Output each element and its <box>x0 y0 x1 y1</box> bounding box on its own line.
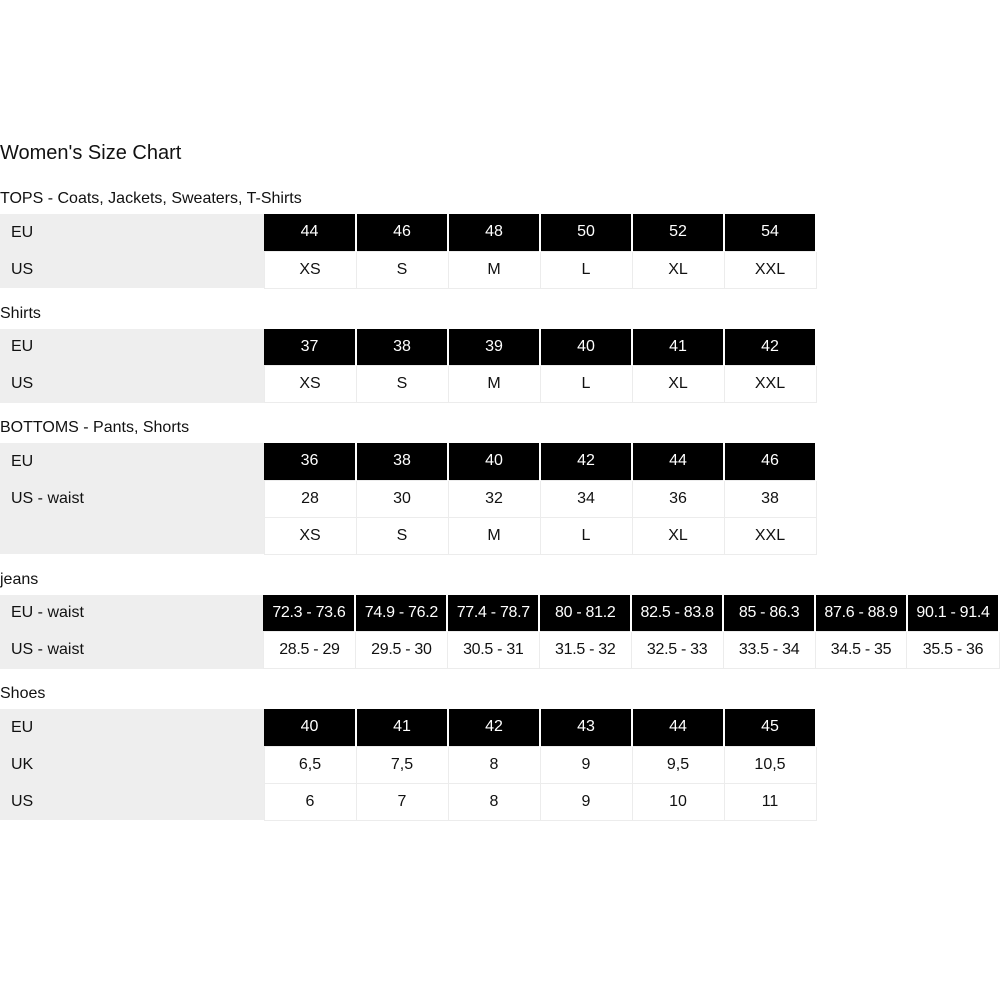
table-cell: 30.5 - 31 <box>447 632 539 669</box>
size-section <box>0 413 1000 555</box>
table-cell: L <box>540 251 632 288</box>
table-cell: M <box>448 517 540 554</box>
table-cell: XS <box>264 251 356 288</box>
table-row <box>0 517 816 554</box>
row-label: EU - waist <box>0 595 263 632</box>
section-title: TOPS - Coats, Jackets, Sweaters, T-Shirts <box>0 190 302 207</box>
header-cell: 52 <box>632 214 724 251</box>
size-section <box>0 679 1000 821</box>
table-cell: 10 <box>632 783 724 820</box>
size-table <box>0 214 817 289</box>
section-title: Shoes <box>0 685 46 702</box>
row-label <box>0 517 264 554</box>
header-cell: 72.3 - 73.6 <box>263 595 355 632</box>
table-cell: 33.5 - 34 <box>723 632 815 669</box>
table-cell: S <box>356 251 448 288</box>
table-cell: 30 <box>356 480 448 517</box>
header-cell: 39 <box>448 329 540 366</box>
header-cell: 74.9 - 76.2 <box>355 595 447 632</box>
table-cell: 11 <box>724 783 816 820</box>
table-cell: S <box>356 366 448 403</box>
table-header-row <box>0 709 816 746</box>
table-row <box>0 746 816 783</box>
header-cell: 46 <box>724 443 816 480</box>
table-row <box>0 632 999 669</box>
table-cell: 8 <box>448 746 540 783</box>
header-cell: 42 <box>724 329 816 366</box>
table-cell: 32 <box>448 480 540 517</box>
row-label: US <box>0 783 264 820</box>
table-cell: 6,5 <box>264 746 356 783</box>
header-cell: 45 <box>724 709 816 746</box>
row-label: EU <box>0 329 264 366</box>
table-header-row <box>0 214 816 251</box>
table-cell: 32.5 - 33 <box>631 632 723 669</box>
table-cell: 29.5 - 30 <box>355 632 447 669</box>
size-table <box>0 329 817 404</box>
row-label: US <box>0 366 264 403</box>
header-cell: 36 <box>264 443 356 480</box>
header-cell: 54 <box>724 214 816 251</box>
header-cell: 46 <box>356 214 448 251</box>
table-cell: 28.5 - 29 <box>263 632 355 669</box>
header-cell: 50 <box>540 214 632 251</box>
table-row <box>0 251 816 288</box>
table-cell: XL <box>632 517 724 554</box>
header-cell: 87.6 - 88.9 <box>815 595 907 632</box>
row-label: EU <box>0 443 264 480</box>
size-section <box>0 299 1000 404</box>
size-section <box>0 565 1000 670</box>
table-cell: 7,5 <box>356 746 448 783</box>
page-title: Women's Size Chart <box>0 142 182 164</box>
section-title: Shirts <box>0 304 41 322</box>
header-cell: 43 <box>540 709 632 746</box>
table-cell: XS <box>264 366 356 403</box>
header-cell: 90.1 - 91.4 <box>907 595 999 632</box>
table-row <box>0 480 816 517</box>
header-cell: 40 <box>448 443 540 480</box>
table-row <box>0 366 816 403</box>
table-cell: S <box>356 517 448 554</box>
row-label: US <box>0 251 264 288</box>
table-cell: 38 <box>724 480 816 517</box>
table-cell: 9 <box>540 746 632 783</box>
table-cell: 31.5 - 32 <box>539 632 631 669</box>
size-table <box>0 709 817 821</box>
header-cell: 42 <box>540 443 632 480</box>
header-cell: 40 <box>540 329 632 366</box>
header-cell: 41 <box>356 709 448 746</box>
table-cell: M <box>448 251 540 288</box>
row-label: US - waist <box>0 632 263 669</box>
table-cell: 7 <box>356 783 448 820</box>
header-cell: 38 <box>356 443 448 480</box>
size-table <box>0 443 817 555</box>
header-cell: 48 <box>448 214 540 251</box>
header-cell: 85 - 86.3 <box>723 595 815 632</box>
header-cell: 80 - 81.2 <box>539 595 631 632</box>
table-header-row <box>0 329 816 366</box>
header-cell: 37 <box>264 329 356 366</box>
header-cell: 44 <box>632 443 724 480</box>
table-cell: XS <box>264 517 356 554</box>
table-cell: XL <box>632 251 724 288</box>
header-cell: 44 <box>264 214 356 251</box>
table-cell: XXL <box>724 517 816 554</box>
section-title: jeans <box>0 570 39 588</box>
header-cell: 40 <box>264 709 356 746</box>
table-cell: 6 <box>264 783 356 820</box>
table-header-row <box>0 443 816 480</box>
table-cell: XXL <box>724 251 816 288</box>
table-cell: 8 <box>448 783 540 820</box>
table-cell: XXL <box>724 366 816 403</box>
table-cell: 36 <box>632 480 724 517</box>
table-cell: 9,5 <box>632 746 724 783</box>
table-cell: M <box>448 366 540 403</box>
table-cell: 35.5 - 36 <box>907 632 999 669</box>
header-cell: 77.4 - 78.7 <box>447 595 539 632</box>
header-cell: 41 <box>632 329 724 366</box>
size-section <box>0 184 1000 289</box>
table-cell: 28 <box>264 480 356 517</box>
table-cell: 10,5 <box>724 746 816 783</box>
header-cell: 38 <box>356 329 448 366</box>
header-cell: 44 <box>632 709 724 746</box>
row-label: EU <box>0 709 264 746</box>
table-cell: L <box>540 366 632 403</box>
header-cell: 82.5 - 83.8 <box>631 595 723 632</box>
row-label: EU <box>0 214 264 251</box>
table-cell: 9 <box>540 783 632 820</box>
size-table <box>0 595 1000 670</box>
row-label: US - waist <box>0 480 264 517</box>
section-title: BOTTOMS - Pants, Shorts <box>0 419 190 436</box>
table-cell: 34.5 - 35 <box>815 632 907 669</box>
table-cell: XL <box>632 366 724 403</box>
table-cell: L <box>540 517 632 554</box>
table-cell: 34 <box>540 480 632 517</box>
table-row <box>0 783 816 820</box>
size-sections <box>0 184 1000 821</box>
size-chart-page <box>0 138 1000 831</box>
table-header-row <box>0 595 999 632</box>
row-label: UK <box>0 746 264 783</box>
header-cell: 42 <box>448 709 540 746</box>
